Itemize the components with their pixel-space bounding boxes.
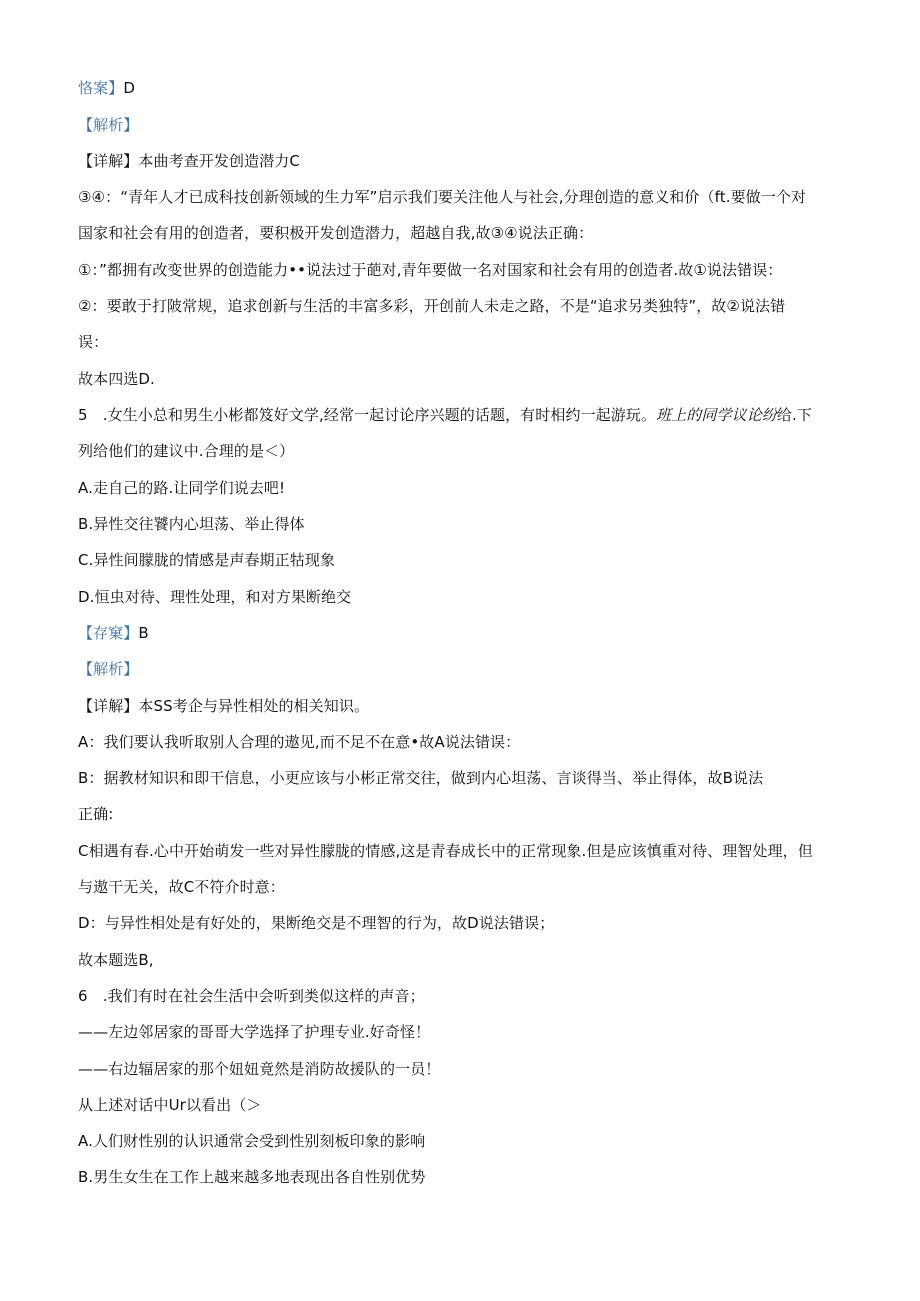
q5-conclusion: 故本题选B, [78, 951, 154, 969]
q5-paragraph-c1: C相遇有春.心中开始萌发一些对异性朦胧的情感,这是青春成长中的正常现象.但是应该慎重对待、理智处理，但 [78, 842, 813, 860]
q5-stem-italic-text: 班上的同学议论纷 [656, 406, 777, 424]
q5-paragraph-a: A：我们要认我听取别人合理的遨见,而不足不在意•故A说法错误： [78, 733, 521, 751]
q4-conclusion: 故本四选D. [78, 370, 155, 388]
q4-paragraph-3a: ②：要敢于打陂常规，追求创新与生活的丰富多彩，开创前人未走之路，不是“追求另类独特”，故②说法错 [78, 297, 786, 315]
q4-paragraph-1a: ③④：“青年人才已成科技创新领域的生力军”启示我们要关注他人与社会,分理创造的意义和价（ft.要做一个对 [78, 188, 807, 206]
q5-analysis-tag: 【解析】 [78, 660, 139, 678]
q6-option-a: A.人们财性别的认识通常会受到性别刻板印象的影响 [78, 1132, 426, 1150]
q4-detail: 【详解】本曲考查开发创造潜力C [78, 152, 300, 170]
answer-tag: 恪案】 [78, 79, 124, 97]
q5-paragraph-c2: 与遨干无关，故C不符介时意： [78, 878, 285, 896]
q5-detail: 【详解】本SS考企与异性相处的相关知识。 [78, 697, 370, 715]
q6-stem: 6 .我们有时在社会生活中会听到类似这样的声音； [78, 987, 425, 1005]
answer-tag: 【存窠】 [78, 624, 139, 642]
q4-paragraph-1b: 国家和社会有用的创造者，要积极开发创造潜力，超越自我,故③④说法正确： [78, 224, 594, 242]
q5-stem-text: 5 .女生小总和男生小彬都笈好文学,经常一起讨论序兴题的话题，有时相约一起游玩。 [78, 406, 657, 424]
q6-quote-2: ——右边辐居家的那个妞妞竟然是消防故援队的一员！ [78, 1060, 441, 1078]
q4-answer-line [78, 77, 135, 99]
q5-option-a: A.走自己的路.让同学们说去吧! [78, 479, 286, 497]
q5-option-c: C.异性间朦胧的情感是声春期正牯现象 [78, 551, 336, 569]
answer-value: D [123, 79, 135, 97]
q5-stem-line-1 [78, 404, 812, 426]
q6-option-b: B.男生女生在工作上越来越多地表现出各自性别优势 [78, 1168, 426, 1186]
answer-value: B [138, 624, 149, 642]
q5-paragraph-b2: 正确: [78, 805, 114, 823]
q4-paragraph-2: ①：”都拥有改变世界的创造能力••说法过于葩对,青年要做一名对国家和社会有用的创造者.故①说法错误： [78, 261, 783, 279]
q5-option-b: B.异性交往饕内心坦荡、举止得体 [78, 515, 305, 533]
q5-option-d: D.恒虫对待、理性处理，和对方果断绝交 [78, 588, 352, 606]
q5-paragraph-b1: B：据教材知识和即干信息，小更应该与小彬正常交往，做到内心坦荡、言谈得当、举止得体，故B说法 [78, 769, 764, 787]
q4-paragraph-3b: 误： [78, 333, 109, 351]
q4-analysis-tag: 【解析】 [78, 116, 139, 134]
q5-paragraph-d: D：与异性相处是有好处的，果断绝交是不理智的行为，故D说法错误； [78, 914, 555, 932]
q6-question: 从上述对话中Ur以看出（＞ [78, 1096, 262, 1114]
q6-quote-1: ——左边邻居家的哥哥大学选择了护理专业.好奇怪！ [78, 1023, 431, 1041]
q5-stem-end-text: 给.下 [776, 406, 812, 424]
q5-stem-line-2: 列给他们的建议中.合理的是＜） [78, 442, 295, 460]
q5-answer-line [78, 622, 149, 644]
